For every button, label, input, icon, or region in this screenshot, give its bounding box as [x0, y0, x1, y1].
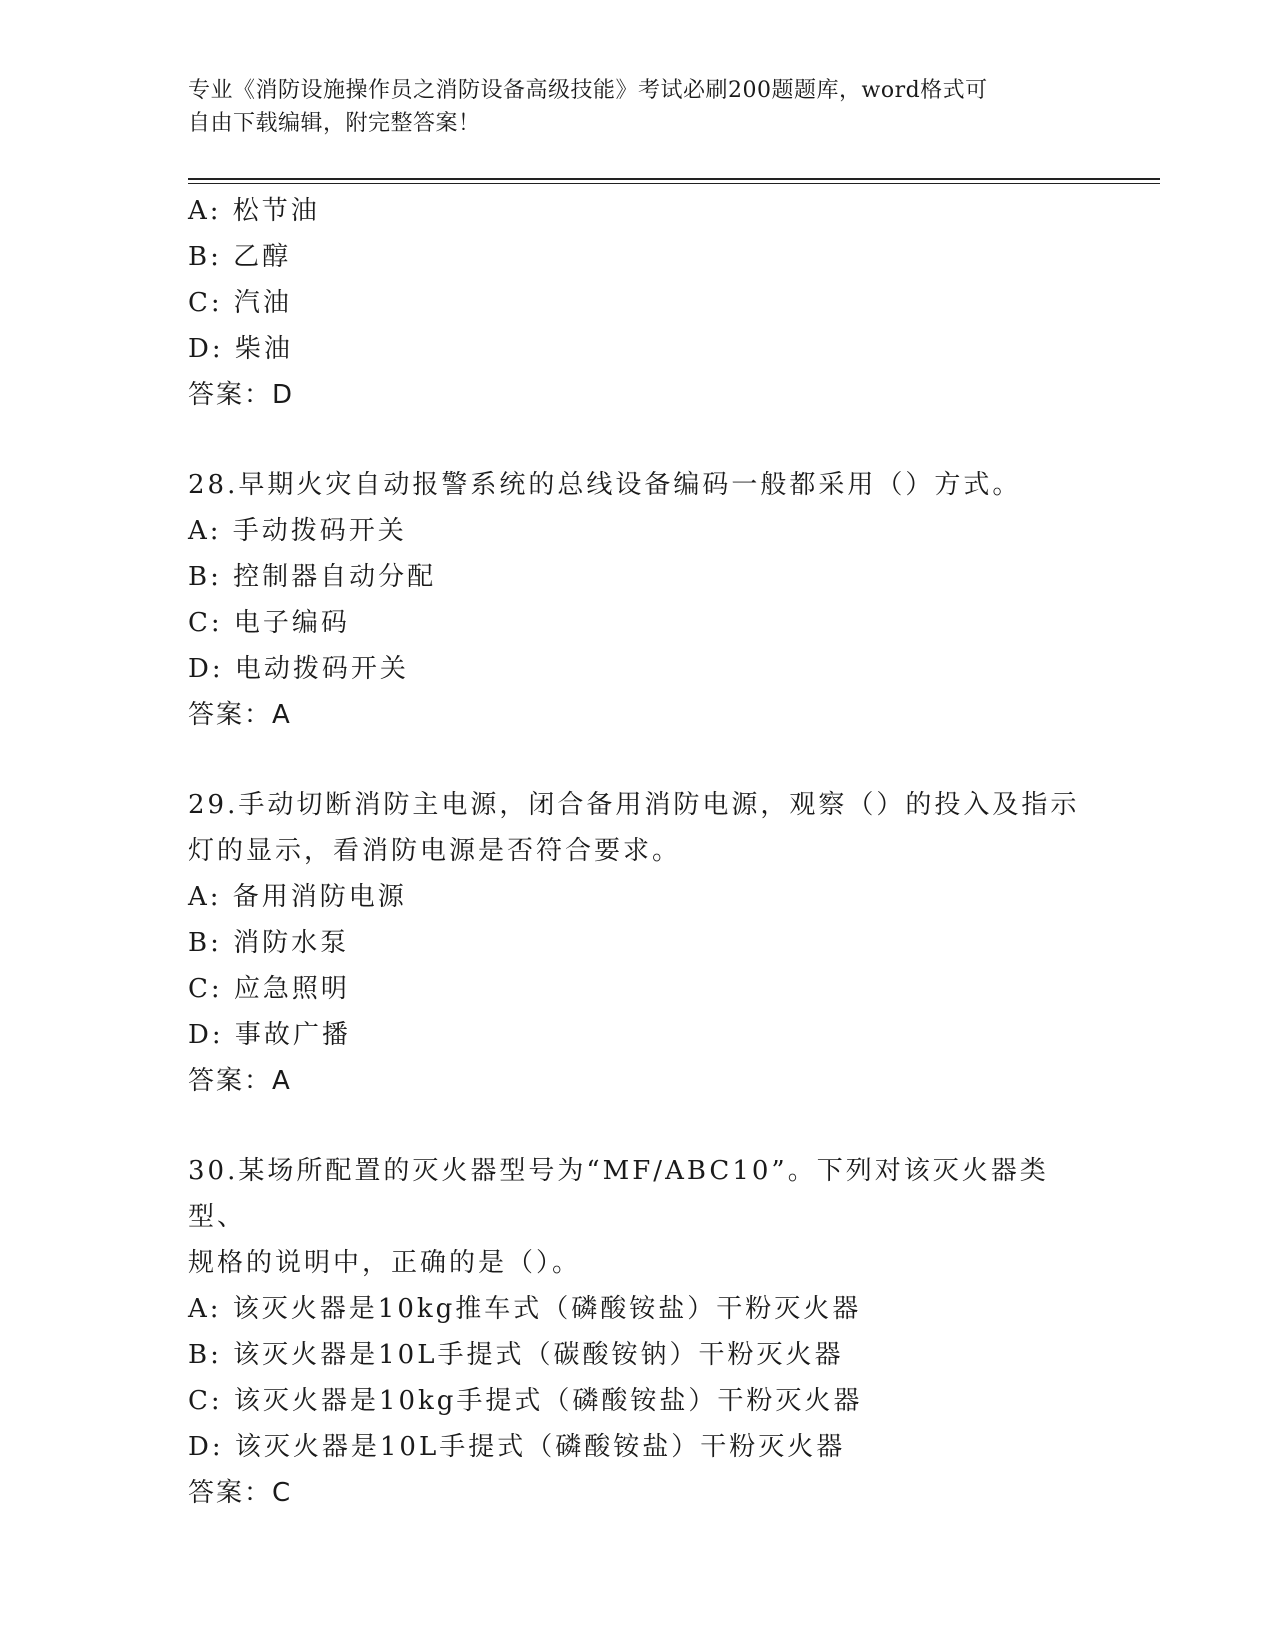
option-a: A: 备用消防电源	[188, 882, 407, 912]
question-text-line-2: 灯的显示，看消防电源是否符合要求。	[188, 836, 682, 866]
option-a: A: 松节油	[188, 196, 320, 226]
header-rule-thick	[188, 178, 1160, 180]
option-b: B: 控制器自动分配	[188, 562, 437, 592]
header-line-1: 专业《消防设施操作员之消防设备高级技能》考试必刷200题题库，word格式可	[188, 78, 988, 103]
question-text-line-2: 规格的说明中，正确的是（）。	[188, 1248, 582, 1278]
answer: 答案：C	[188, 1478, 293, 1508]
question-27	[188, 188, 1148, 418]
answer: 答案：A	[188, 700, 292, 730]
answer: 答案：D	[188, 380, 295, 410]
option-a: A: 手动拨码开关	[188, 516, 407, 546]
question-list	[188, 188, 1148, 1516]
option-d: D: 该灭火器是10L手提式（磷酸铵盐）干粉灭火器	[188, 1432, 846, 1462]
option-c: C: 应急照明	[188, 974, 350, 1004]
question-text-line-1: 30.某场所配置的灭火器型号为“MF/ABC10”。下列对该灭火器类型、	[188, 1156, 1049, 1232]
spacer	[188, 418, 1148, 462]
spacer	[188, 738, 1148, 782]
question-28	[188, 462, 1148, 738]
option-b: B: 该灭火器是10L手提式（碳酸铵钠）干粉灭火器	[188, 1340, 844, 1370]
page-header	[188, 74, 1088, 140]
option-a: A: 该灭火器是10kg推车式（磷酸铵盐）干粉灭火器	[188, 1294, 862, 1324]
question-text: 28.早期火灾自动报警系统的总线设备编码一般都采用（）方式。	[188, 470, 1022, 500]
question-30	[188, 1148, 1148, 1516]
option-c: C: 该灭火器是10kg手提式（磷酸铵盐）干粉灭火器	[188, 1386, 863, 1416]
question-29	[188, 782, 1148, 1104]
option-c: C: 汽油	[188, 288, 292, 318]
option-b: B: 消防水泵	[188, 928, 350, 958]
answer: 答案：A	[188, 1066, 292, 1096]
option-d: D: 电动拨码开关	[188, 654, 409, 684]
question-text-line-1: 29.手动切断消防主电源，闭合备用消防电源，观察（）的投入及指示	[188, 790, 1080, 820]
option-b: B: 乙醇	[188, 242, 292, 272]
option-d: D: 事故广播	[188, 1020, 351, 1050]
option-d: D: 柴油	[188, 334, 293, 364]
header-rule-thin	[188, 183, 1160, 184]
spacer	[188, 1104, 1148, 1148]
header-line-2: 自由下载编辑，附完整答案！	[188, 111, 481, 136]
option-c: C: 电子编码	[188, 608, 350, 638]
